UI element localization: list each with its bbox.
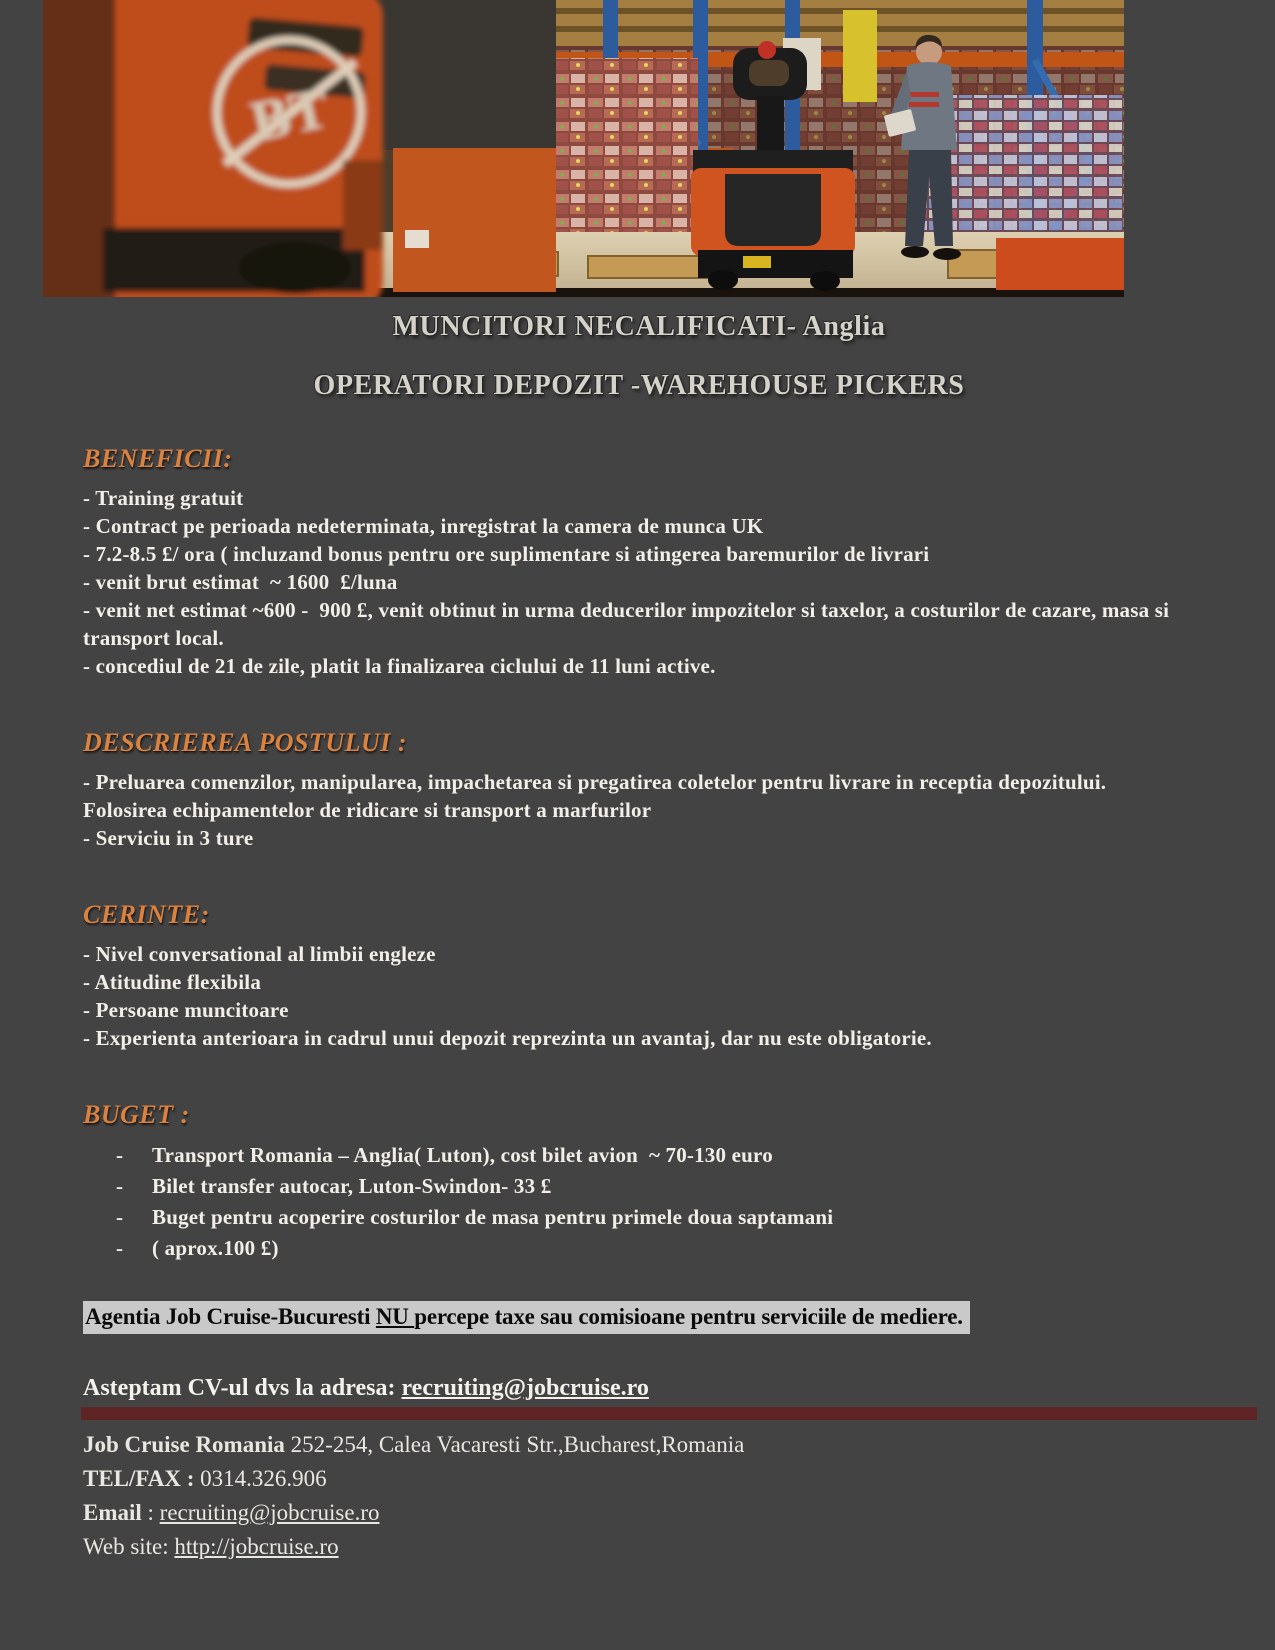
- contact-block: [83, 1428, 1195, 1564]
- budget-item-text: Bilet transfer autocar, Luton-Swindon- 33 £: [152, 1174, 552, 1198]
- website-label: Web site:: [83, 1534, 175, 1559]
- no-fee-notice-emphasis: NU: [375, 1304, 415, 1329]
- warehouse-photo-illustration: [43, 0, 1124, 297]
- requirement-line: - Atitudine flexibila: [83, 970, 262, 994]
- budget-item: [83, 1233, 1195, 1264]
- benefit-line: - concediul de 21 de zile, platit la finalizarea ciclului de 11 luni active.: [83, 654, 716, 678]
- bullet-dash: -: [116, 1236, 123, 1260]
- bullet-dash: -: [116, 1205, 123, 1229]
- requirement-line: - Persoane muncitoare: [83, 998, 289, 1022]
- bt-logo: BT: [244, 74, 335, 155]
- email-label: Email: [83, 1500, 142, 1525]
- bullet-dash: -: [116, 1174, 123, 1198]
- benefit-line: - Training gratuit: [83, 486, 244, 510]
- company-address-line: [83, 1428, 1195, 1462]
- section-heading-cerinte: CERINTE:: [83, 900, 210, 929]
- benefit-line: - venit brut estimat ~ 1600 £/luna: [83, 570, 398, 594]
- warehouse-photo: [43, 0, 1124, 297]
- beneficii-list: [83, 484, 1195, 680]
- budget-item-text: Transport Romania – Anglia( Luton), cost bilet avion ~ 70-130 euro: [152, 1143, 773, 1167]
- telfax-number: 0314.326.906: [194, 1466, 327, 1491]
- email-separator: :: [141, 1500, 160, 1525]
- telfax-line: [83, 1462, 1195, 1496]
- requirement-line: - Experienta anterioara in cadrul unui depozit reprezinta un avantaj, dar nu este obligatorie.: [83, 1026, 932, 1050]
- description-line: - Serviciu in 3 ture: [83, 826, 254, 850]
- budget-item-text: Buget pentru acoperire costurilor de masa pentru primele doua saptamani: [152, 1205, 834, 1229]
- no-fee-notice-text: percepe taxe sau comisioane pentru serviciile de mediere.: [414, 1304, 963, 1329]
- description-line: Folosirea echipamentelor de ridicare si transport a marfurilor: [83, 798, 652, 822]
- cv-label: Asteptam CV-ul dvs la adresa:: [83, 1375, 402, 1401]
- email-link[interactable]: recruiting@jobcruise.ro: [159, 1500, 380, 1525]
- bullet-dash: -: [116, 1143, 123, 1167]
- budget-item: [83, 1140, 1195, 1171]
- buget-list: [83, 1140, 1195, 1264]
- section-heading-buget: BUGET :: [83, 1100, 190, 1129]
- benefit-line: - 7.2-8.5 £/ ora ( incluzand bonus pentru ore suplimentare si atingerea baremurilor de livrari: [83, 542, 930, 566]
- website-line: [83, 1530, 1195, 1564]
- budget-item: [83, 1171, 1195, 1202]
- section-heading-descriere: DESCRIEREA POSTULUI :: [83, 728, 408, 757]
- description-line: - Preluarea comenzilor, manipularea, impachetarea si pregatirea coletelor pentru livrare in receptia depozitului.: [83, 770, 1107, 794]
- telfax-label: TEL/FAX :: [83, 1466, 195, 1491]
- document-body: [83, 297, 1195, 1564]
- budget-item-text: ( aprox.100 £): [152, 1236, 279, 1260]
- cv-email-link[interactable]: recruiting@jobcruise.ro: [401, 1375, 649, 1401]
- section-heading-beneficii: BENEFICII:: [83, 444, 233, 473]
- company-name: Job Cruise Romania: [83, 1432, 285, 1457]
- company-address: 252-254, Calea Vacaresti Str.,Bucharest,Romania: [284, 1432, 745, 1457]
- job-title-primary: MUNCITORI NECALIFICATI- Anglia: [392, 311, 886, 342]
- divider-bar: [81, 1407, 1257, 1420]
- cerinte-list: [83, 940, 1195, 1052]
- benefit-line: - venit net estimat ~600 - 900 £, venit obtinut in urma deducerilor impozitelor si taxelor, a costurilor de cazare, masa si transport local.: [83, 598, 1175, 650]
- no-fee-notice: [83, 1301, 970, 1334]
- website-link[interactable]: http://jobcruise.ro: [174, 1534, 339, 1559]
- budget-item: [83, 1202, 1195, 1233]
- descriere-list: [83, 768, 1195, 852]
- cv-call-to-action: [83, 1373, 1195, 1403]
- requirement-line: - Nivel conversational al limbii engleze: [83, 942, 436, 966]
- job-title-secondary: OPERATORI DEPOZIT -WAREHOUSE PICKERS: [313, 370, 965, 401]
- no-fee-notice-text: Agentia Job Cruise-Bucuresti: [85, 1304, 376, 1329]
- email-line: [83, 1496, 1195, 1530]
- benefit-line: - Contract pe perioada nedeterminata, inregistrat la camera de munca UK: [83, 514, 764, 538]
